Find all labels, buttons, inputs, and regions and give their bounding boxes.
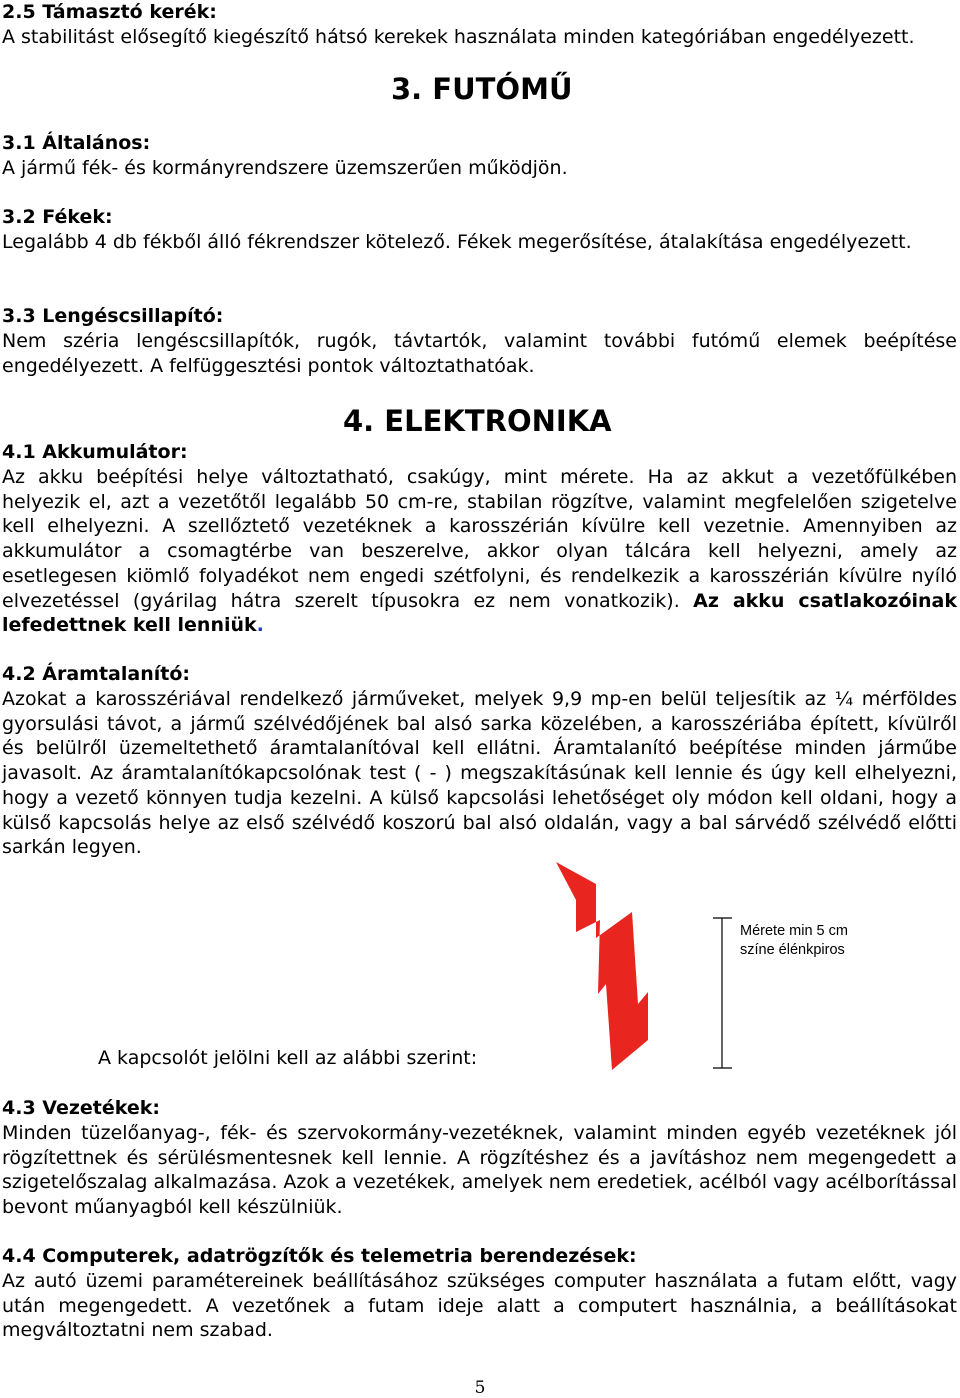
section-heading: 2.5 Támasztó kerék: [2, 1, 217, 23]
figure-caption: A kapcsolót jelölni kell az alábbi szerint: [98, 1047, 478, 1069]
section-4-1 [2, 440, 957, 638]
section-heading: 3.1 Általános: [2, 132, 151, 154]
section-heading: 3.3 Lengéscsillapító: [2, 305, 224, 327]
section-heading: 3.2 Fékek: [2, 206, 113, 228]
section-4-4 [2, 1244, 957, 1343]
annotation-size: Mérete min 5 cm [740, 923, 848, 939]
page-number: 5 [474, 1378, 486, 1398]
section-4-3 [2, 1096, 957, 1220]
section-heading: 4.4 Computerek, adatrögzítők és telemetria berendezések: [2, 1245, 637, 1267]
section-2-5 [2, 0, 957, 50]
section-text [2, 465, 957, 638]
section-text: A stabilitást elősegítő kiegészítő hátsó kerekek használata minden kategóriában engedélyezett. [2, 26, 915, 48]
section-heading: 4.2 Áramtalanító: [2, 663, 190, 685]
bold-statement-end: . [256, 614, 264, 637]
section-text: Nem széria lengéscsillapítók, rugók, távtartók, valamint további futómű elemek beépítése engedélyezett. A felfüggesztési pontok változtathatóak. [2, 330, 957, 377]
chapter-title: 3. FUTÓMŰ [391, 72, 573, 106]
section-4-2 [2, 662, 957, 860]
section-heading: 4.3 Vezetékek: [2, 1097, 160, 1119]
section-text: A jármű fék- és kormányrendszere üzemszerűen működjön. [2, 157, 568, 179]
section-text: Legalább 4 db fékből álló fékrendszer kötelező. Fékek megerősítése, átalakítása engedélyezett. [2, 231, 912, 253]
section-text: Az autó üzemi paramétereinek beállításához szükséges computer használata a futam előtt, vagy után megengedett. A vezetőnek a futam ideje alatt a computert használnia, a beállításokat megváltoztatni nem szabad. [2, 1270, 957, 1342]
lightning-bolt-icon [410, 862, 730, 1072]
bold-statement: Az akku csatlakozóinak lefedettnek kell lenniük [2, 589, 957, 637]
section-3-1 [2, 131, 957, 181]
section-3-3 [2, 304, 957, 378]
chapter-title: 4. ELEKTRONIKA [343, 404, 612, 438]
section-3-2 [2, 205, 957, 255]
body-text: Az akku beépítési helye változtatható, csakúgy, mint mérete. Ha az akkut a vezetőfülkében helyezik el, azt a vezetőtől legalább 50 cm-re, stabilan rögzítve, valamint megfelelően szigetelve kell elhelyezni. A szellőztető vezetéknek a karosszérián kívülre kell vezetnie. Amennyiben az akkumulátor a csomagtérbe van beszerelve, akkor olyan tálcára kell helyezni, amely az esetlegesen kiömlő folyadékot nem engedi szétfolyni, és rendelkezik a karosszérián kívülre nyíló elvezetéssel (gyárilag hátra szerelt típusokra ez nem vonatkozik). [2, 466, 957, 612]
section-text: Minden tüzelőanyag-, fék- és szervokormány-vezetéknek, valamint minden egyéb vezetéknek jól rögzítettnek és sérülésmentesnek kell lennie. A rögzítéshez és a javításhoz nem megengedett a szigetelőszalag alkalmazása. Azok a vezetékek, amelyek nem eredetiek, acélból vagy acélborítással bevont műanyagból kell készülniük. [2, 1122, 957, 1219]
dimension-line [710, 916, 740, 1072]
annotation-color: színe élénkpiros [740, 942, 845, 958]
section-text: Azokat a karosszériával rendelkező járműveket, melyek 9,9 mp-en belül teljesítik az ¼ mérföldes gyorsulási távot, a jármű szélvédőjének bal alsó sarka közelében, a karosszériába épített, kívülről és belülről üzemeltethető áramtalanítóval kell ellátni. Áramtalanító beépítése minden járműbe javasolt. Az áramtalanítókapcsolónak test ( - ) megszakításúnak kell lennie és úgy kell elhelyezni, hogy a vezető könnyen tudja kezelni. A külső kapcsolási lehetőséget oly módon kell oldani, hogy a külső kapcsolás helye az első szélvédő koszorú bal alsó oldalán, vagy a bal sárvédő szélvédő előtti sarkán legyen. [2, 688, 957, 859]
dimension-annotation [740, 922, 848, 960]
section-heading: 4.1 Akkumulátor: [2, 441, 188, 463]
